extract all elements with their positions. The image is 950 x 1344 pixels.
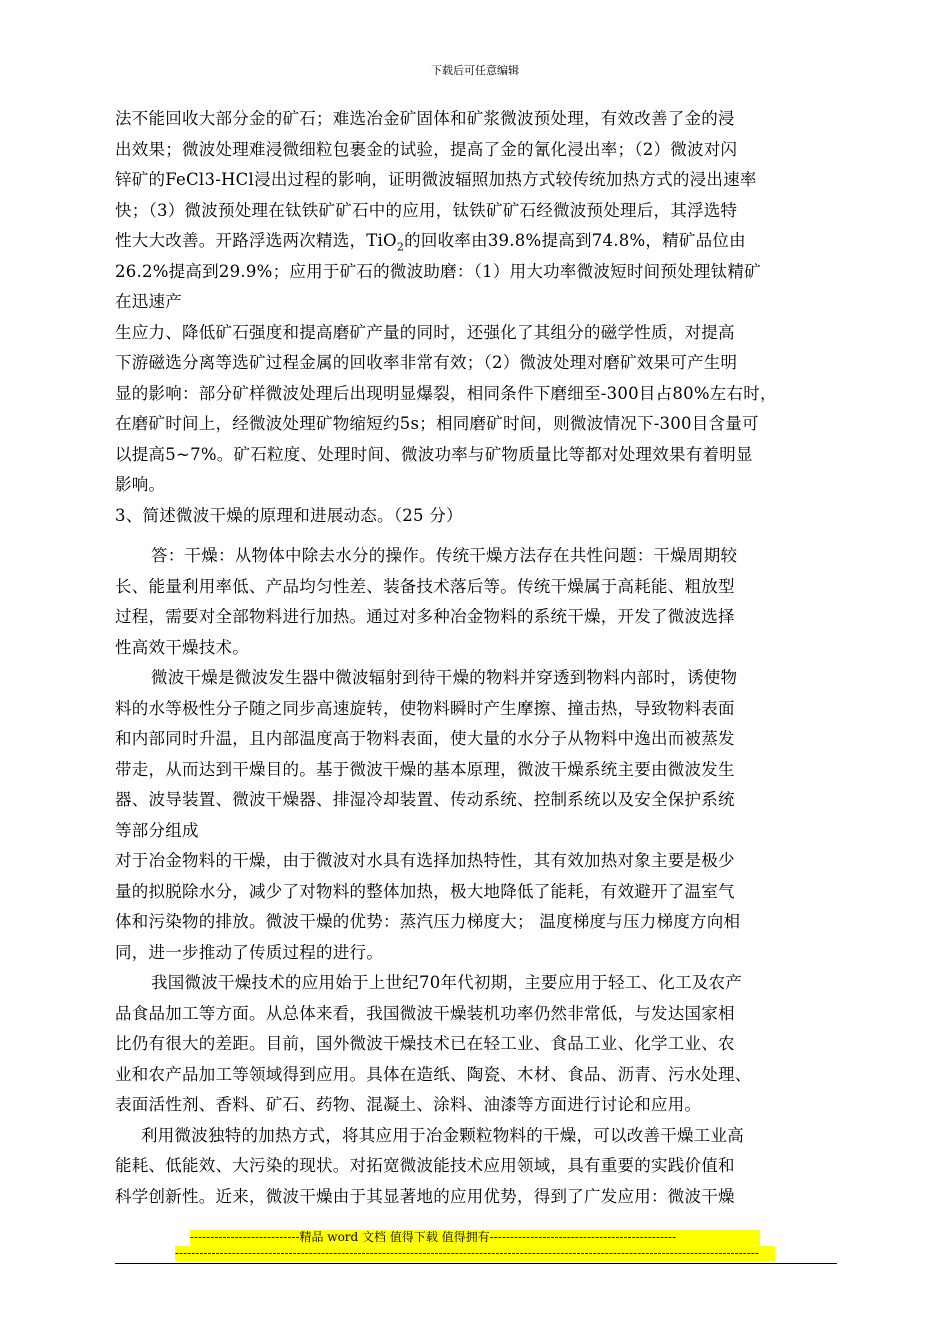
text-line: 表面活性剂、香料、矿石、药物、混凝土、涂料、油漆等方面进行讨论和应用。 bbox=[115, 1095, 702, 1114]
text-line: 26.2%提高到29.9%；应用于矿石的微波助磨：（1）用大功率微波短时间预处理钛精矿 bbox=[115, 261, 761, 281]
text-line: 答：干燥：从物体中除去水分的操作。传统干燥方法存在共性问题：干燥周期较 bbox=[151, 546, 738, 565]
text-line: 生应力、降低矿石强度和提高磨矿产量的同时，还强化了其组分的磁学性质，对提高 bbox=[115, 322, 735, 342]
text-segment: 性大大改善。开路浮选两次精选， bbox=[115, 231, 367, 250]
text-line: 在磨矿时间上，经微波处理矿物缩短约5s；相同磨矿时间，则微波情况下-300目含量可 bbox=[115, 414, 759, 433]
tio2-subscript: 2 bbox=[396, 240, 405, 254]
text-line: 科学创新性。近来，微波干燥由于其显著地的应用优势，得到了广发应用：微波干燥 bbox=[115, 1186, 735, 1206]
text-line: 影响。 bbox=[115, 475, 166, 494]
text-line-tio2 bbox=[115, 226, 855, 257]
text-line: 出效果；微波处理难浸微细粒包裹金的试验，提高了金的氰化浸出率；（2）微波对闪 bbox=[115, 139, 738, 159]
text-line: 显的影响：部分矿样微波处理后出现明显爆裂，相同条件下磨细至-300目占80%左右时， bbox=[115, 383, 777, 403]
text-line: 以提高5~7%。矿石粒度、处理时间、微波功率与矿物质量比等都对处理效果有着明显 bbox=[115, 444, 753, 464]
text-line: 品食品加工等方面。从总体来看，我国微波干燥装机功率仍然非常低，与发达国家相 bbox=[115, 1003, 735, 1023]
text-line: 我国微波干燥技术的应用始于上世纪70年代初期，主要应用于轻工、化工及农产 bbox=[151, 973, 742, 992]
text-line: 料的水等极性分子随之同步高速旋转，使物料瞬时产生摩擦、撞击热，导致物料表面 bbox=[115, 698, 735, 718]
tio2-formula: TiO bbox=[366, 231, 397, 250]
footer-dash-line: ------------------------------------------------------------------------------------------------------------------------------------------------ bbox=[175, 1246, 775, 1261]
text-line: 法不能回收大部分金的矿石；难选冶金矿固体和矿浆微波预处理，有效改善了金的浸 bbox=[115, 109, 735, 128]
footer-banner: ---------------------------精品 word 文档 值得下载 值得拥有---------------------------------------------- bbox=[190, 1230, 760, 1245]
text-line: 在迅速产 bbox=[115, 292, 182, 311]
footer-divider bbox=[115, 1263, 837, 1264]
text-line: 同，进一步推动了传质过程的进行。 bbox=[115, 942, 383, 962]
text-line: 微波干燥是微波发生器中微波辐射到待干燥的物料并穿透到物料内部时，诱使物 bbox=[151, 668, 738, 687]
text-line: 利用微波独特的加热方式，将其应用于冶金颗粒物料的干燥，可以改善干燥工业高 bbox=[141, 1125, 744, 1145]
text-line: 性高效干燥技术。 bbox=[115, 637, 249, 657]
text-line: 业和农产品加工等领域得到应用。具体在造纸、陶瓷、木材、食品、沥青、污水处理、 bbox=[115, 1064, 752, 1084]
text-segment: 的回收率由39.8%提高到74.8%，精矿品位由 bbox=[404, 231, 746, 250]
text-line: 器、波导装置、微波干燥器、排湿冷却装置、传动系统、控制系统以及安全保护系统 bbox=[115, 790, 735, 809]
text-line: 锌矿的FeCl3-HCl浸出过程的影响，证明微波辐照加热方式较传统加热方式的浸出速率 bbox=[115, 170, 757, 189]
text-line: 下游磁选分离等选矿过程金属的回收率非常有效；（2）微波处理对磨矿效果可产生明 bbox=[115, 353, 738, 372]
section-heading: 3、简述微波干燥的原理和进展动态。（25 分） bbox=[115, 505, 463, 525]
text-line: 量的拟脱除水分，减少了对物料的整体加热，极大地降低了能耗，有效避开了温室气 bbox=[115, 881, 735, 901]
text-line: 比仍有很大的差距。目前，国外微波干燥技术已在轻工业、食品工业、化学工业、农 bbox=[115, 1034, 735, 1053]
text-line: 和内部同时升温，且内部温度高于物料表面，使大量的水分子从物料中逸出而被蒸发 bbox=[115, 729, 735, 748]
text-line: 等部分组成 bbox=[115, 820, 199, 840]
document-body bbox=[115, 104, 855, 1212]
text-line: 体和污染物的排放。微波干燥的优势：蒸汽压力梯度大； 温度梯度与压力梯度方向相 bbox=[115, 912, 741, 931]
text-line: 带走，从而达到干燥目的。基于微波干燥的基本原理，微波干燥系统主要由微波发生 bbox=[115, 759, 735, 779]
text-line: 能耗、低能效、大污染的现状。对拓宽微波能技术应用领域，具有重要的实践价值和 bbox=[115, 1156, 735, 1175]
text-line: 过程，需要对全部物料进行加热。通过对多种冶金物料的系统干燥，开发了微波选择 bbox=[115, 607, 735, 626]
page-header: 下载后可任意编辑 bbox=[431, 64, 519, 77]
text-line: 长、能量利用率低、产品均匀性差、装备技术落后等。传统干燥属于高耗能、粗放型 bbox=[115, 576, 735, 596]
text-line: 对于冶金物料的干燥，由于微波对水具有选择加热特性，其有效加热对象主要是极少 bbox=[115, 851, 735, 870]
text-line: 快；（3）微波预处理在钛铁矿矿石中的应用，钛铁矿矿石经微波预处理后，其浮选特 bbox=[115, 200, 738, 220]
